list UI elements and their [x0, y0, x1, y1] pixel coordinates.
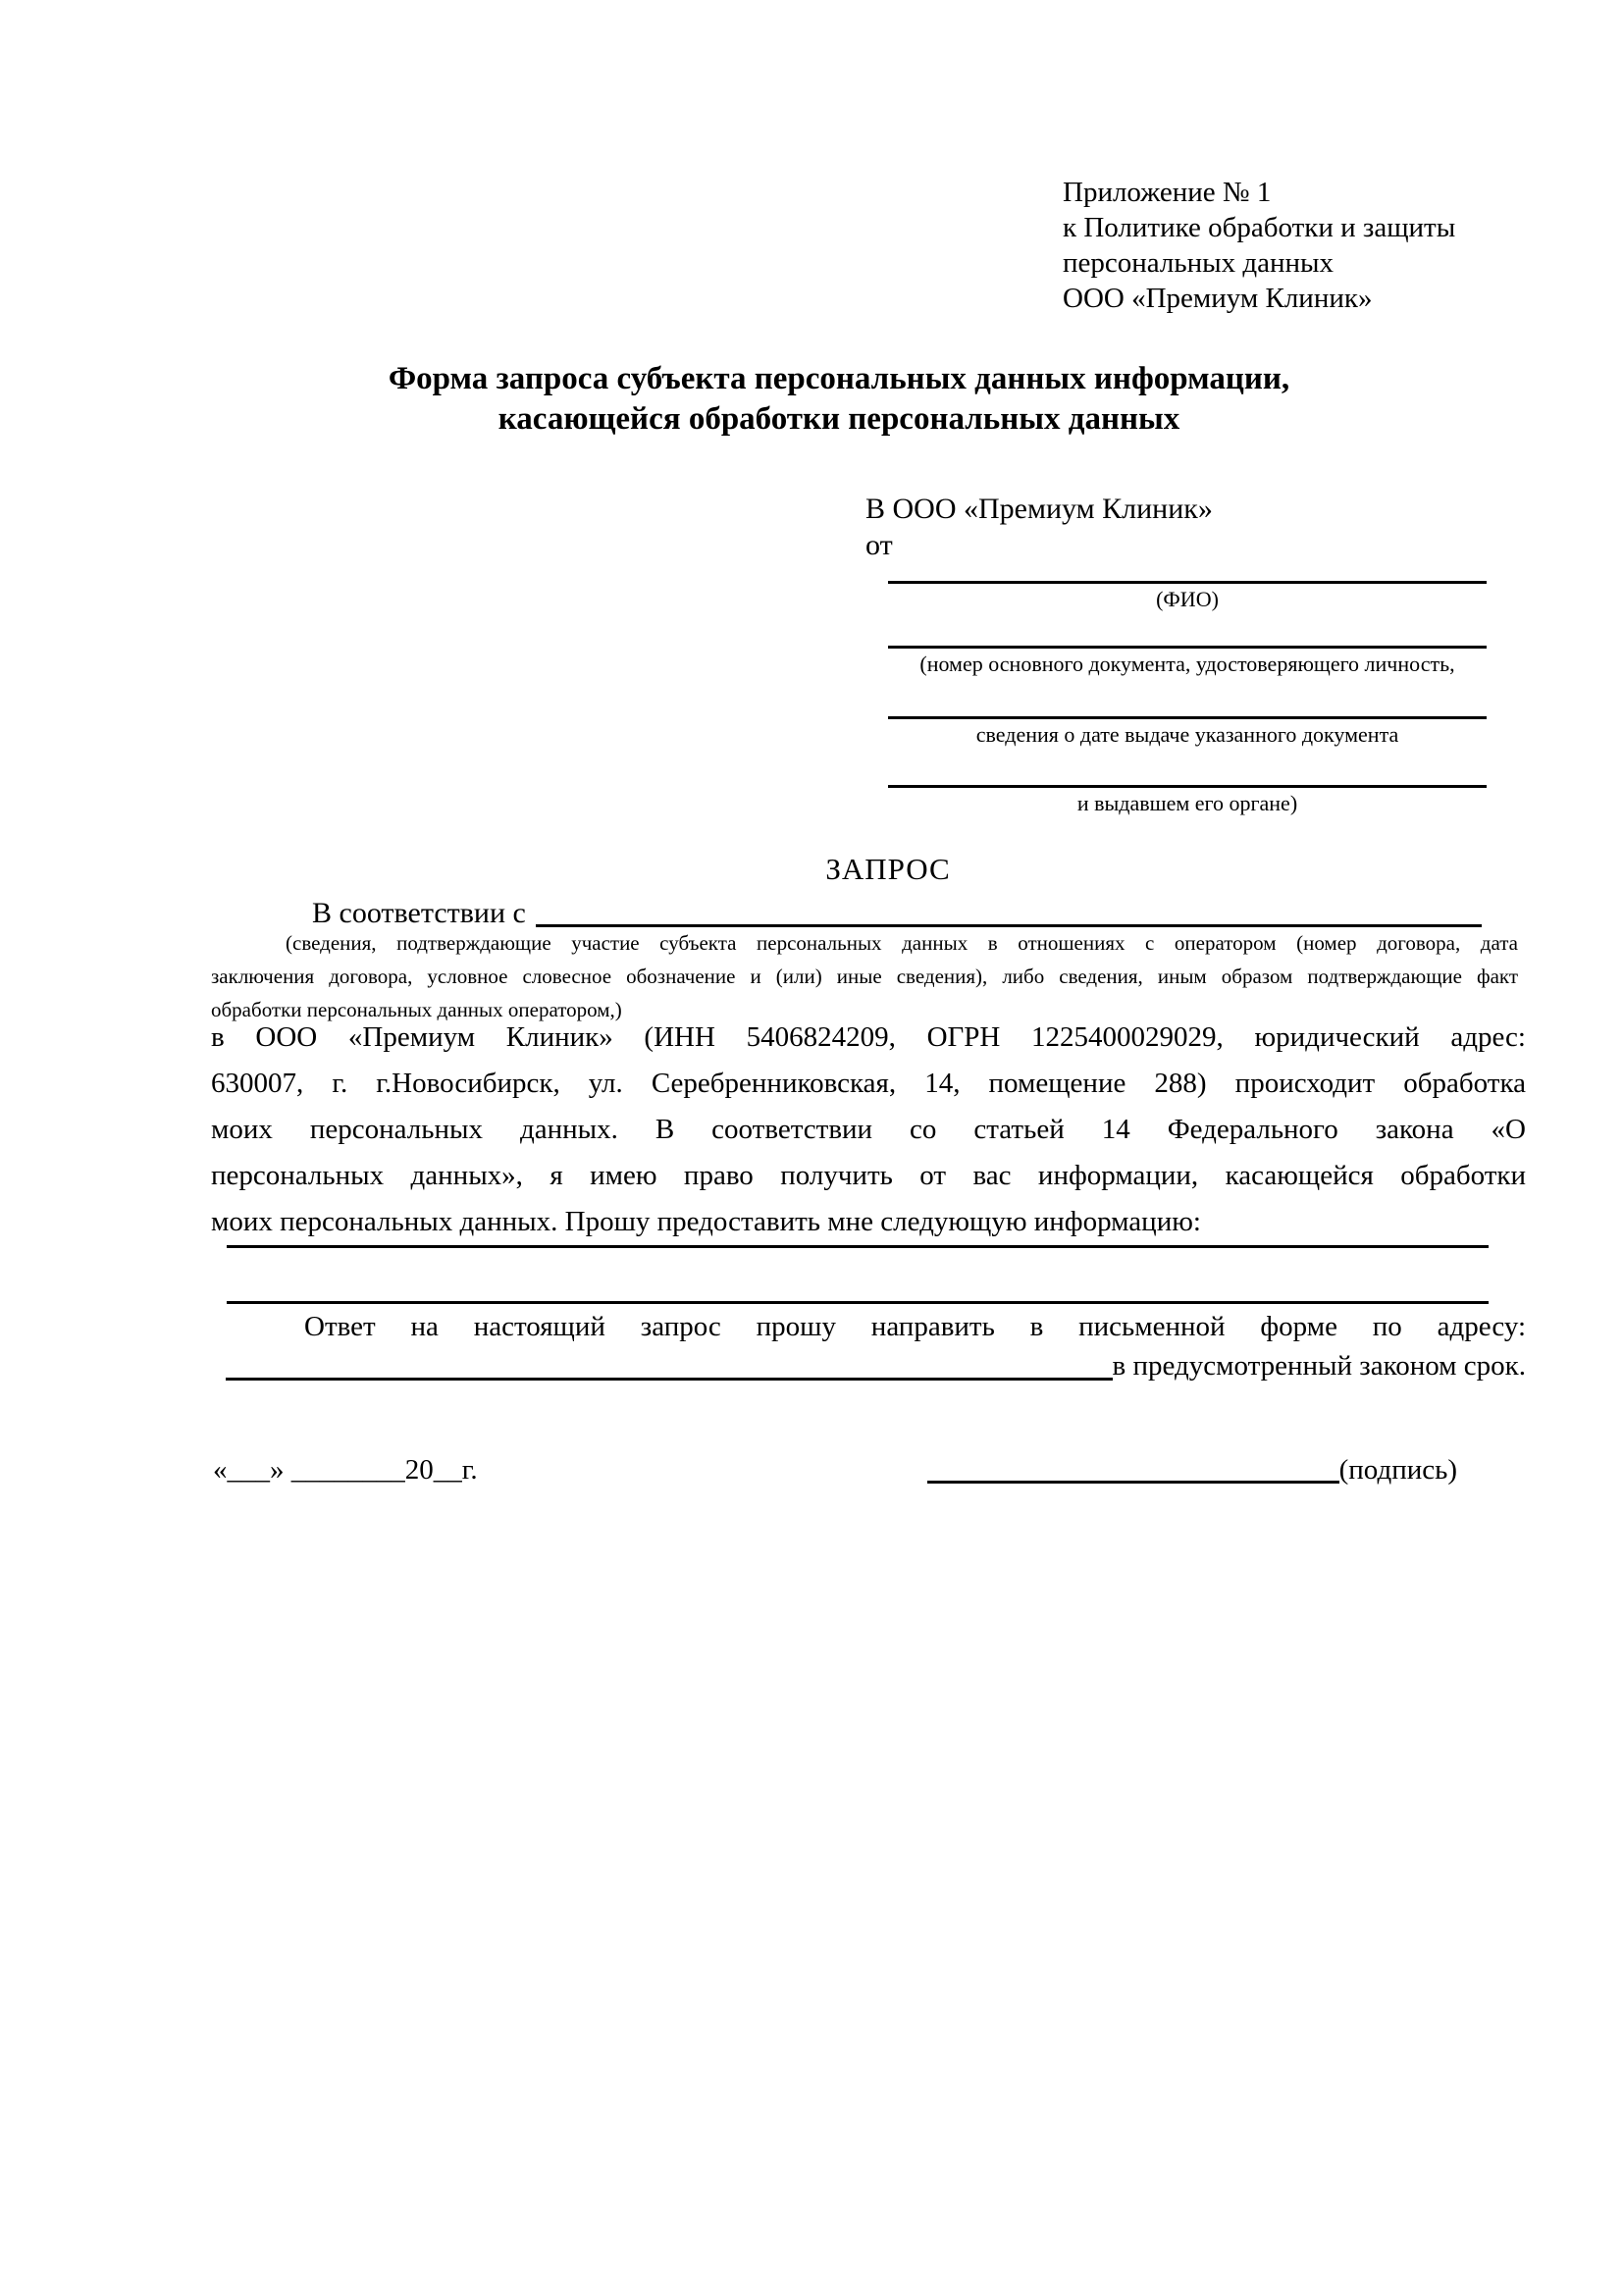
- issuing-authority-caption: и выдавшем его органе): [1076, 791, 1298, 815]
- document-number-field-line[interactable]: [888, 646, 1487, 677]
- reply-line-2-text: в предусмотренный законом срок.: [1112, 1350, 1526, 1382]
- footer-row: [213, 1450, 1526, 1489]
- appendix-note: [1063, 175, 1455, 316]
- request-heading: ЗАПРОС: [825, 852, 951, 886]
- signature-line[interactable]: [927, 1481, 1339, 1484]
- body-line: 630007, г. г.Новосибирск, ул. Серебренниковская, 14, помещение 288) происходит обработка: [211, 1068, 1526, 1099]
- intro-text: В соответствии с: [312, 897, 526, 929]
- appendix-note-line: ООО «Премиум Клиник»: [1063, 283, 1373, 314]
- body-paragraph: [211, 1015, 1526, 1245]
- blank-info-line-1[interactable]: [227, 1245, 1489, 1248]
- page-title-line-2: касающейся обработки персональных данных: [497, 401, 1180, 437]
- fio-caption: (ФИО): [1156, 587, 1219, 611]
- issue-date-field-line[interactable]: [888, 716, 1487, 748]
- addressee-to: В ООО «Премиум Клиник»: [865, 493, 1213, 525]
- appendix-note-line: персональных данных: [1063, 247, 1335, 279]
- date-field[interactable]: «___» ________20__г.: [213, 1454, 478, 1486]
- explanatory-note: [211, 926, 1518, 1026]
- signature-caption: (подпись): [1338, 1454, 1457, 1486]
- issue-date-caption: сведения о дате выдаче указанного документа: [975, 722, 1399, 747]
- document-number-caption: (номер основного документа, удостоверяющего личность,: [919, 652, 1455, 676]
- page-title: [182, 359, 1496, 440]
- body-line: моих персональных данных. В соответствии со статьей 14 Федерального закона «О: [211, 1114, 1526, 1145]
- appendix-note-line: к Политике обработки и защиты: [1063, 212, 1456, 243]
- reply-line-2: [211, 1346, 1526, 1385]
- signature-group: [927, 1450, 1457, 1489]
- explanatory-note-line: обработки персональных данных оператором,): [211, 998, 622, 1021]
- body-line: в ООО «Премиум Клиник» (ИНН 5406824209, ОГРН 1225400029029, юридический адрес:: [211, 1021, 1526, 1053]
- body-line: моих персональных данных. Прошу предоставить мне следующую информацию:: [211, 1206, 1201, 1237]
- explanatory-note-line: (сведения, подтверждающие участие субъекта персональных данных в отношениях с оператором (номер договора, дата: [286, 931, 1518, 955]
- addressee-from: от: [865, 529, 893, 561]
- body-line: персональных данных», я имею право получить от вас информации, касающейся обработки: [211, 1160, 1526, 1191]
- appendix-note-line: Приложение № 1: [1063, 177, 1272, 208]
- addressee-block: [865, 491, 1213, 563]
- fio-field-line[interactable]: [888, 581, 1487, 612]
- reply-line-1: Ответ на настоящий запрос прошу направить в письменной форме по адресу:: [304, 1311, 1526, 1342]
- issuing-authority-field-line[interactable]: [888, 785, 1487, 816]
- blank-info-line-2[interactable]: [227, 1301, 1489, 1304]
- page-title-line-1: Форма запроса субъекта персональных данных информации,: [388, 361, 1290, 396]
- explanatory-note-line: заключения договора, условное словесное обозначение и (или) иные сведения), либо сведения, иным образом подтверждающие факт: [211, 965, 1518, 988]
- reply-address-field-line[interactable]: [226, 1378, 1113, 1381]
